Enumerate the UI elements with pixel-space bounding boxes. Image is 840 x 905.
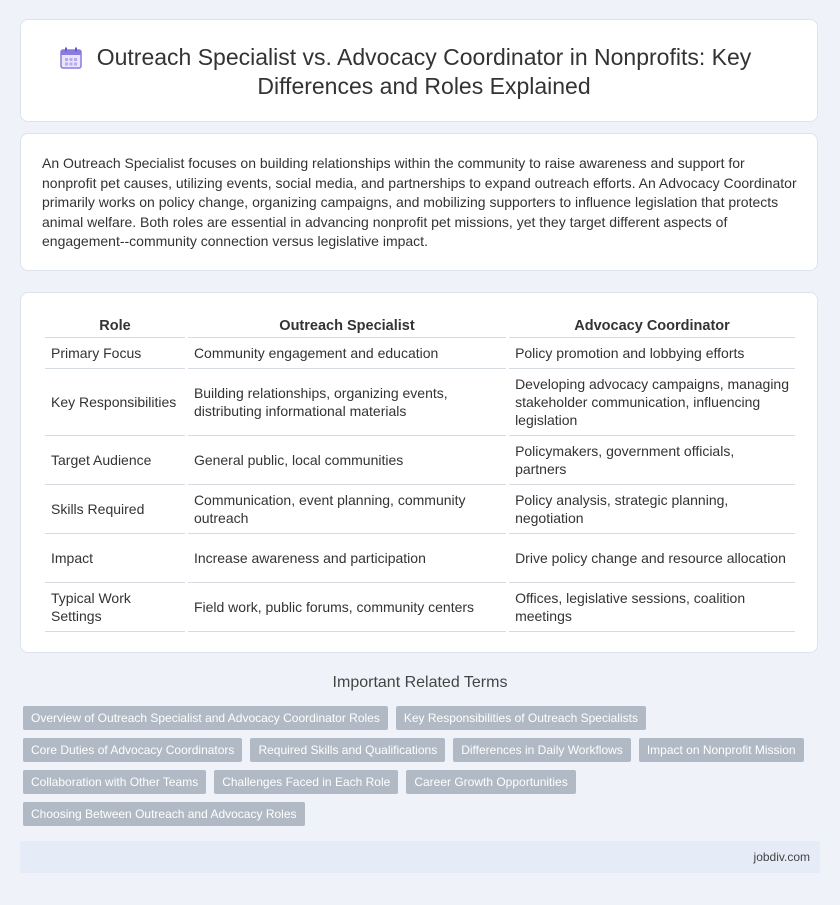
table-cell: Increase awareness and participation: [188, 534, 506, 583]
column-header-role: Role: [45, 315, 185, 338]
intro-paragraph: An Outreach Specialist focuses on building relationships within the community to raise awareness and support for nonprofit pet causes, utilizing events, social media, and partnerships to expand outreach efforts. An Advocacy Coordinator primarily works on policy change, organizing campaigns, and mobilizing supporters to influence legislation that protects animal welfare. Both roles are essential in advancing nonprofit pet missions, yet they target different aspects of engagement--community connection versus legislative impact.: [42, 155, 797, 249]
table-cell: Developing advocacy campaigns, managing stakeholder communication, influencing legislation: [509, 369, 795, 436]
footer-site-link[interactable]: jobdiv.com: [753, 850, 810, 864]
page-title: Outreach Specialist vs. Advocacy Coordinator in Nonprofits: Key Differences and Roles Explained: [96, 44, 752, 99]
row-label: Typical Work Settings: [45, 583, 185, 632]
related-terms-heading: Important Related Terms: [332, 674, 508, 691]
tag-row: [23, 738, 823, 762]
table-row: [45, 436, 795, 485]
table-cell: Policy promotion and lobbying efforts: [509, 338, 795, 369]
footer: [20, 841, 820, 873]
related-term-tag[interactable]: Collaboration with Other Teams: [23, 770, 206, 794]
table-row: [45, 583, 795, 632]
table-cell: Building relationships, organizing events, distributing informational materials: [188, 369, 506, 436]
related-term-tag[interactable]: Required Skills and Qualifications: [250, 738, 445, 762]
table-cell: Policy analysis, strategic planning, negotiation: [509, 485, 795, 534]
table-row: [45, 534, 795, 583]
table-cell: Field work, public forums, community centers: [188, 583, 506, 632]
tag-row: [23, 802, 823, 826]
table-cell: Communication, event planning, community outreach: [188, 485, 506, 534]
table-cell: Community engagement and education: [188, 338, 506, 369]
table-cell: Drive policy change and resource allocation: [509, 534, 795, 583]
tag-row: [23, 770, 823, 794]
related-terms-list: [23, 706, 823, 834]
table-row: [45, 485, 795, 534]
comparison-card: [20, 292, 818, 653]
table-header-row: [45, 315, 795, 338]
row-label: Key Responsibilities: [45, 369, 185, 436]
table-cell: General public, local communities: [188, 436, 506, 485]
related-term-tag[interactable]: Key Responsibilities of Outreach Specialists: [396, 706, 646, 730]
table-row: [45, 369, 795, 436]
row-label: Primary Focus: [45, 338, 185, 369]
related-term-tag[interactable]: Impact on Nonprofit Mission: [639, 738, 804, 762]
related-term-tag[interactable]: Core Duties of Advocacy Coordinators: [23, 738, 242, 762]
related-term-tag[interactable]: Challenges Faced in Each Role: [214, 770, 398, 794]
related-term-tag[interactable]: Differences in Daily Workflows: [453, 738, 631, 762]
table-cell: Policymakers, government officials, partners: [509, 436, 795, 485]
intro-card: [20, 133, 818, 271]
column-header-outreach-specialist: Outreach Specialist: [188, 315, 506, 338]
related-term-tag[interactable]: Career Growth Opportunities: [406, 770, 575, 794]
row-label: Target Audience: [45, 436, 185, 485]
title-card: [20, 19, 818, 122]
row-label: Impact: [45, 534, 185, 583]
column-header-advocacy-coordinator: Advocacy Coordinator: [509, 315, 795, 338]
row-label: Skills Required: [45, 485, 185, 534]
table-cell: Offices, legislative sessions, coalition meetings: [509, 583, 795, 632]
comparison-table: [42, 315, 798, 632]
table-row: [45, 338, 795, 369]
related-term-tag[interactable]: Overview of Outreach Specialist and Advocacy Coordinator Roles: [23, 706, 388, 730]
related-term-tag[interactable]: Choosing Between Outreach and Advocacy Roles: [23, 802, 305, 826]
tag-row: [23, 706, 823, 730]
